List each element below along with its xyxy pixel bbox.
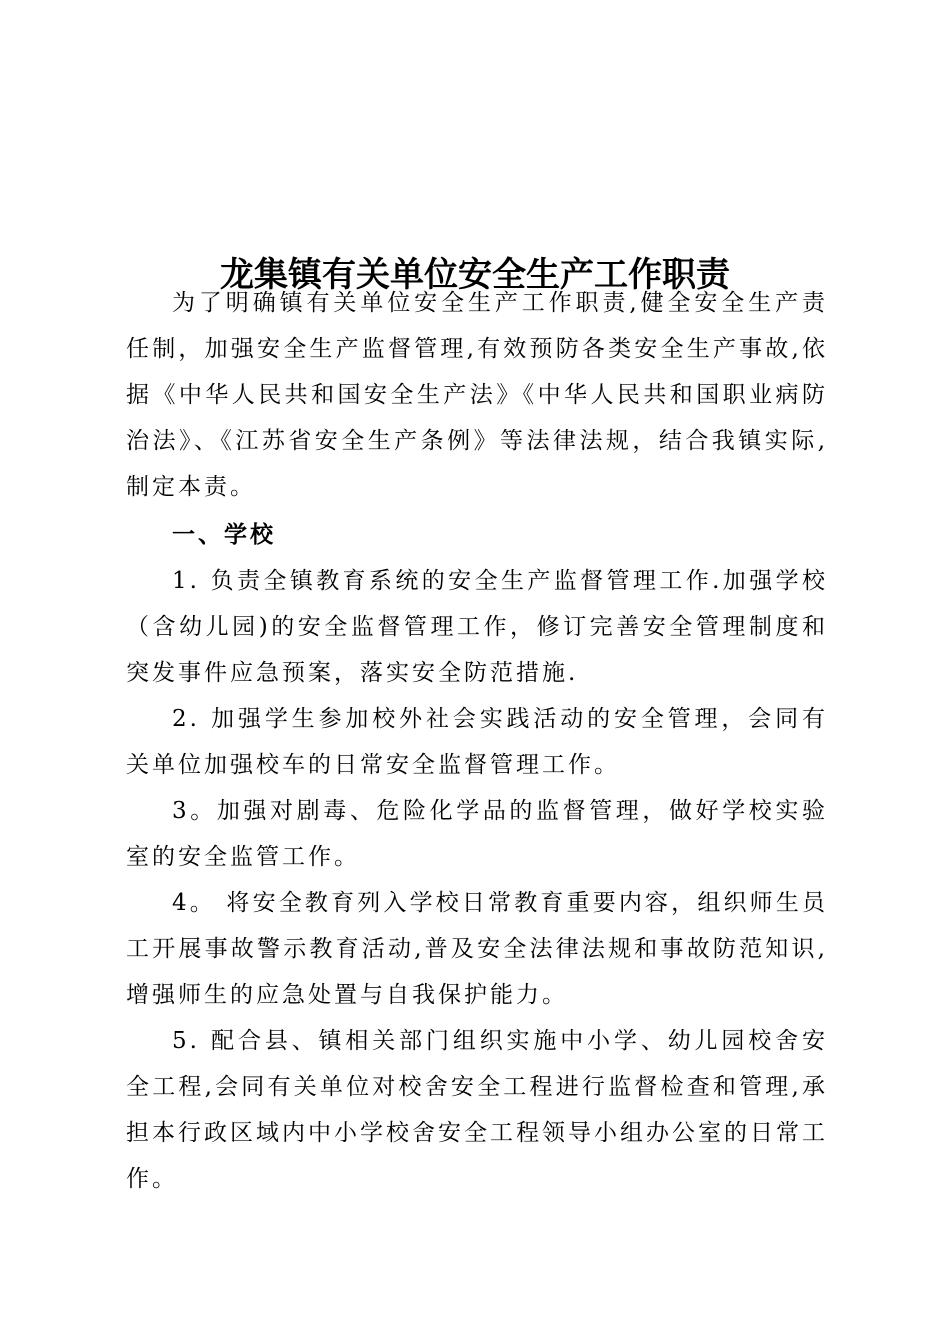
list-item: 4。 将安全教育列入学校日常教育重要内容，组织师生员工开展事故警示教育活动,普及安全法律法规和事故防范知识,增强师生的应急处置与自我保护能力。	[126, 890, 828, 1008]
list-item: 1. 负责全镇教育系统的安全生产监督管理工作.加强学校（含幼儿园)的安全监督管理工作，修订完善安全管理制度和突发事件应急预案，落实安全防范措施.	[126, 568, 828, 686]
list-item: 2. 加强学生参加校外社会实践活动的安全管理，会同有关单位加强校车的日常安全监督管理工作。	[126, 706, 828, 778]
intro-paragraph: 为了明确镇有关单位安全生产工作职责,健全安全生产责任制，加强安全生产监督管理,有效预防各类安全生产事故,依据《中华人民共和国安全生产法》《中华人民共和国职业病防治法》、《江苏省安全生产条例》等法律法规，结合我镇实际,制定本责。	[126, 290, 828, 500]
list-item: 3。加强对剧毒、危险化学品的监督管理，做好学校实验室的安全监管工作。	[126, 798, 828, 870]
section-heading-school: 一、学校	[172, 521, 276, 548]
document-title: 龙集镇有关单位安全生产工作职责	[220, 254, 730, 295]
list-item: 5. 配合县、镇相关部门组织实施中小学、幼儿园校舍安全工程,会同有关单位对校舍安全工程进行监督检查和管理,承担本行政区域内中小学校舍安全工程领导小组办公室的日常工作。	[126, 1028, 828, 1192]
